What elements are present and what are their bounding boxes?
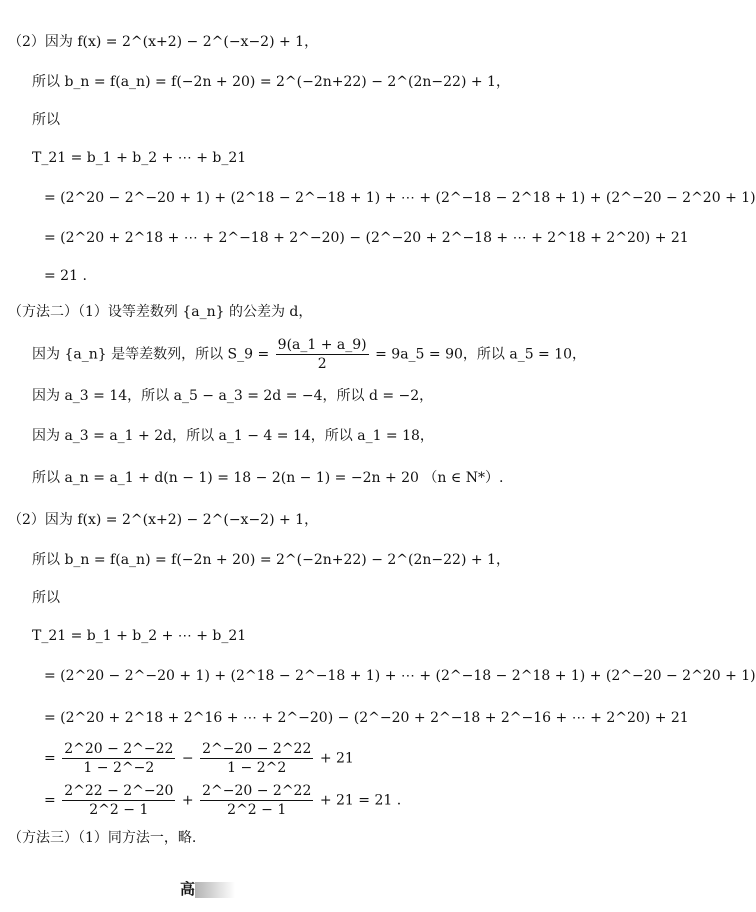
footer-text: 高 <box>180 880 196 898</box>
fraction-4-denominator: 2^2 − 1 <box>227 802 287 818</box>
s9-fraction-numerator: 9(a_1 + a_9) <box>277 337 367 353</box>
fraction-2 <box>200 740 313 777</box>
t21-sum: T_21 = b_1 + b_2 + ⋯ + b_21 <box>32 150 247 166</box>
final-result-step <box>44 782 401 819</box>
equals-sign: = <box>44 750 56 767</box>
bn-definition-method2: 所以 b_n = f(a_n) = f(−2n + 20) = 2^(−2n+22) − 2^(2n−22) + 1， <box>32 552 510 568</box>
bn-definition: 所以 b_n = f(a_n) = f(−2n + 20) = 2^(−2n+22) − 2^(2n−22) + 1， <box>32 74 510 90</box>
solution-part2-intro-method2: （2）因为 f(x) = 2^(x+2) − 2^(−x−2) + 1， <box>8 512 319 528</box>
t21-expansion-method2: = (2^20 − 2^−20 + 1) + (2^18 − 2^−18 + 1) + ⋯ + (2^−18 − 2^18 + 1) + (2^−20 − 2^20 + 1) <box>44 668 756 684</box>
s9-equation <box>32 336 586 373</box>
fraction-4 <box>200 782 313 819</box>
fade-mark <box>195 882 235 898</box>
fraction-3 <box>62 782 175 819</box>
geometric-sum-step <box>44 740 354 777</box>
final-result-tail: + 21 = 21 . <box>319 792 402 809</box>
fraction-2-numerator: 2^−20 − 2^22 <box>202 741 312 757</box>
fraction-3-numerator: 2^22 − 2^−20 <box>64 783 174 799</box>
s9-prefix: 因为 {a_n} 是等差数列，所以 S_9 = <box>32 346 270 363</box>
s9-fraction-denominator: 2 <box>317 356 327 372</box>
solution-part2-intro: （2）因为 f(x) = 2^(x+2) − 2^(−x−2) + 1， <box>8 34 319 50</box>
t21-regroup: = (2^20 + 2^18 + ⋯ + 2^−18 + 2^−20) − (2^−20 + 2^−18 + ⋯ + 2^18 + 2^20) + 21 <box>44 230 689 246</box>
s9-fraction <box>276 336 369 373</box>
method2-intro: （方法二）（1）设等差数列 {a_n} 的公差为 d， <box>8 304 313 320</box>
t21-regroup-method2: = (2^20 + 2^18 + 2^16 + ⋯ + 2^−20) − (2^−20 + 2^−18 + 2^−16 + ⋯ + 2^20) + 21 <box>44 710 689 726</box>
footer-watermark <box>180 878 235 899</box>
an-formula: 所以 a_n = a_1 + d(n − 1) = 18 − 2(n − 1) = −2n + 20 （n ∈ N*）. <box>32 470 504 486</box>
therefore-label-method2: 所以 <box>32 590 60 606</box>
fraction-4-numerator: 2^−20 − 2^22 <box>202 783 312 799</box>
method3-intro: （方法三）（1）同方法一，略. <box>8 830 197 846</box>
t21-result: = 21 . <box>44 268 87 284</box>
plus-sign: + <box>181 792 194 809</box>
fraction-2-denominator: 1 − 2^2 <box>227 760 287 776</box>
fraction-1-numerator: 2^20 − 2^−22 <box>64 741 174 757</box>
a3-step: 因为 a_3 = 14，所以 a_5 − a_3 = 2d = −4，所以 d = −2， <box>32 388 434 404</box>
equals-sign-2: = <box>44 792 56 809</box>
fraction-1-denominator: 1 − 2^−2 <box>83 760 155 776</box>
minus-sign: − <box>181 750 194 767</box>
t21-sum-method2: T_21 = b_1 + b_2 + ⋯ + b_21 <box>32 628 247 644</box>
geometric-sum-tail: + 21 <box>319 750 354 767</box>
fraction-1 <box>62 740 175 777</box>
s9-suffix: = 9a_5 = 90，所以 a_5 = 10， <box>375 346 587 363</box>
therefore-label: 所以 <box>32 112 60 128</box>
a1-step: 因为 a_3 = a_1 + 2d，所以 a_1 − 4 = 14，所以 a_1 = 18， <box>32 428 434 444</box>
t21-expansion: = (2^20 − 2^−20 + 1) + (2^18 − 2^−18 + 1) + ⋯ + (2^−18 − 2^18 + 1) + (2^−20 − 2^20 + 1) <box>44 190 756 206</box>
fraction-3-denominator: 2^2 − 1 <box>89 802 149 818</box>
